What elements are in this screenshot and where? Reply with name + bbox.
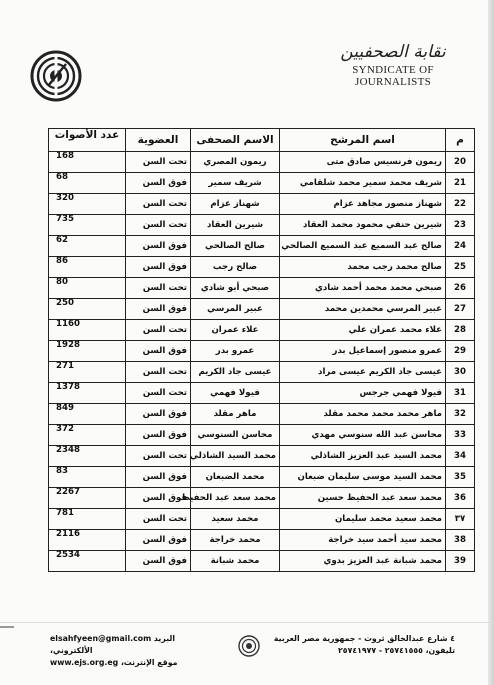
row-number: 23 bbox=[446, 215, 475, 236]
membership: فوق السن bbox=[126, 341, 191, 362]
table-row bbox=[49, 404, 475, 425]
row-number: 36 bbox=[446, 488, 475, 509]
candidate-name: ريمون فرنسيس صادق متى bbox=[280, 152, 446, 173]
row-number: 39 bbox=[446, 551, 475, 572]
membership: فوق السن bbox=[126, 299, 191, 320]
row-number: 33 bbox=[446, 425, 475, 446]
table-row bbox=[49, 320, 475, 341]
press-name: شريف سمير bbox=[191, 173, 280, 194]
row-number: 24 bbox=[446, 236, 475, 257]
candidates-table bbox=[48, 128, 475, 572]
page-edge bbox=[488, 0, 494, 685]
candidate-name: محمد سعيد محمد سليمان bbox=[280, 509, 446, 530]
press-name: محمد السيد الشاذلي bbox=[191, 446, 280, 467]
press-name: عمرو بدر bbox=[191, 341, 280, 362]
col-name-header: اسم المرشح bbox=[280, 129, 446, 152]
table-row bbox=[49, 530, 475, 551]
votes: 781 bbox=[56, 508, 74, 518]
membership: تحت السن bbox=[126, 152, 191, 173]
candidate-name: علاء محمد عمران علي bbox=[280, 320, 446, 341]
table-row bbox=[49, 152, 475, 173]
candidate-name: عمرو منصور إسماعيل بدر bbox=[280, 341, 446, 362]
votes: 849 bbox=[56, 403, 74, 413]
membership: فوق السن bbox=[126, 257, 191, 278]
footer-contacts bbox=[50, 633, 220, 669]
row-number: 38 bbox=[446, 530, 475, 551]
membership: فوق السن bbox=[126, 404, 191, 425]
footer-site-line bbox=[50, 657, 220, 669]
votes: 62 bbox=[56, 235, 68, 245]
table-row bbox=[49, 467, 475, 488]
table-row bbox=[49, 425, 475, 446]
membership: تحت السن bbox=[126, 362, 191, 383]
votes: 80 bbox=[56, 277, 68, 287]
votes: 2267 bbox=[56, 487, 80, 497]
row-number: 20 bbox=[446, 152, 475, 173]
table-row bbox=[49, 215, 475, 236]
membership: تحت السن bbox=[126, 278, 191, 299]
candidate-name: فيولا فهمي جرجس bbox=[280, 383, 446, 404]
brand-english: SYNDICATE OF JOURNALISTS bbox=[352, 64, 434, 88]
table-row bbox=[49, 383, 475, 404]
candidate-name: شهناز منصور مجاهد عزام bbox=[280, 194, 446, 215]
candidate-name: محاسن عبد الله سنوسي مهدي bbox=[280, 425, 446, 446]
table-row bbox=[49, 236, 475, 257]
membership: تحت السن bbox=[126, 446, 191, 467]
table-row bbox=[49, 509, 475, 530]
press-name: محمد خراجة bbox=[191, 530, 280, 551]
press-name: عبير المرسي bbox=[191, 299, 280, 320]
membership: فوق السن bbox=[126, 530, 191, 551]
candidate-name: عبير المرسي محمدين محمد bbox=[280, 299, 446, 320]
syndicate-brand bbox=[318, 42, 468, 88]
votes: 1928 bbox=[56, 340, 80, 350]
candidate-name: شريف محمد سمير محمد شلقامي bbox=[280, 173, 446, 194]
footer-logo-icon bbox=[238, 635, 260, 657]
candidate-name: صبحي محمد محمد أحمد شادي bbox=[280, 278, 446, 299]
press-name: صبحي أبو شادي bbox=[191, 278, 280, 299]
votes: 86 bbox=[56, 256, 68, 266]
footer-site-label: موقع الإنترنت، bbox=[120, 658, 178, 667]
table-row bbox=[49, 446, 475, 467]
membership: فوق السن bbox=[126, 425, 191, 446]
votes: 271 bbox=[56, 361, 74, 371]
row-number: 34 bbox=[446, 446, 475, 467]
press-name: شهناز عزام bbox=[191, 194, 280, 215]
press-name: شيرين العقاد bbox=[191, 215, 280, 236]
syndicate-logo-icon bbox=[30, 50, 82, 102]
table-body bbox=[49, 152, 475, 572]
candidate-name: صالح محمد رجب محمد bbox=[280, 257, 446, 278]
candidate-name: عيسى جاد الكريم عيسى مراد bbox=[280, 362, 446, 383]
votes: 1160 bbox=[56, 319, 80, 329]
membership: تحت السن bbox=[126, 215, 191, 236]
candidate-name: محمد سيد أحمد سيد خراجة bbox=[280, 530, 446, 551]
votes: 1378 bbox=[56, 382, 80, 392]
row-number: 31 bbox=[446, 383, 475, 404]
press-name: عيسى جاد الكريم bbox=[191, 362, 280, 383]
row-number: 22 bbox=[446, 194, 475, 215]
table-row bbox=[49, 488, 475, 509]
col-votes-header: عدد الأصوات bbox=[49, 129, 126, 152]
press-name: صالح رجب bbox=[191, 257, 280, 278]
brand-arabic: نقابة الصحفيين bbox=[340, 42, 446, 62]
votes: 168 bbox=[56, 151, 74, 161]
press-name: صالح الصالحي bbox=[191, 236, 280, 257]
footer-address: ٤ شارع عبدالخالق ثروت - جمهورية مصر العربية bbox=[273, 634, 455, 643]
membership: تحت السن bbox=[126, 383, 191, 404]
table-header-row bbox=[49, 129, 475, 152]
footer-email: elsahfyeen@gmail.com bbox=[50, 634, 152, 643]
votes: 83 bbox=[56, 466, 68, 476]
row-number: 30 bbox=[446, 362, 475, 383]
votes: 2116 bbox=[56, 529, 80, 539]
votes: 320 bbox=[56, 193, 74, 203]
membership: تحت السن bbox=[126, 320, 191, 341]
candidate-name: محمد شبانة عبد العزيز بدوي bbox=[280, 551, 446, 572]
row-number: 25 bbox=[446, 257, 475, 278]
membership: فوق السن bbox=[126, 467, 191, 488]
footer-divider bbox=[0, 622, 494, 623]
row-number: 35 bbox=[446, 467, 475, 488]
candidate-name: ماهر محمد محمد محمد مقلد bbox=[280, 404, 446, 425]
footer-phones: تليفون، ٢٥٧٤١٥٥٥ - ٢٥٧٤١٩٧٧ bbox=[338, 646, 455, 655]
table-row bbox=[49, 362, 475, 383]
votes: 2534 bbox=[56, 550, 80, 560]
row-number: ٣٧ bbox=[446, 509, 475, 530]
press-name: ماهر مقلد bbox=[191, 404, 280, 425]
membership: فوق السن bbox=[126, 173, 191, 194]
membership: تحت السن bbox=[126, 509, 191, 530]
press-name: محاسن السنوسي bbox=[191, 425, 280, 446]
press-name: محمد شبانة bbox=[191, 551, 280, 572]
candidate-name: شيرين حنفي محمود محمد العقاد bbox=[280, 215, 446, 236]
votes: 2348 bbox=[56, 445, 80, 455]
candidate-name: محمد السيد موسى سليمان ضبعان bbox=[280, 467, 446, 488]
votes: 372 bbox=[56, 424, 74, 434]
row-number: 26 bbox=[446, 278, 475, 299]
footer-address-block bbox=[270, 633, 455, 657]
table-row bbox=[49, 194, 475, 215]
press-name: محمد سعد عبد الحفيظ bbox=[191, 488, 280, 509]
col-membership-header: العضوية bbox=[126, 129, 191, 152]
row-number: 29 bbox=[446, 341, 475, 362]
row-number: 21 bbox=[446, 173, 475, 194]
table-row bbox=[49, 551, 475, 572]
row-number: 32 bbox=[446, 404, 475, 425]
votes: 68 bbox=[56, 172, 68, 182]
scan-mark bbox=[0, 626, 14, 628]
press-name: ريمون المصري bbox=[191, 152, 280, 173]
table-row bbox=[49, 341, 475, 362]
row-number: 28 bbox=[446, 320, 475, 341]
candidate-name: صالح عبد السميع عبد السميع الصالحي bbox=[280, 236, 446, 257]
candidate-name: محمد السيد عبد العزيز الشاذلي bbox=[280, 446, 446, 467]
table-row bbox=[49, 278, 475, 299]
col-number-header: م bbox=[446, 129, 475, 152]
press-name: محمد سعيد bbox=[191, 509, 280, 530]
press-name: محمد الضبعان bbox=[191, 467, 280, 488]
footer-email-line bbox=[50, 633, 220, 657]
table-row bbox=[49, 299, 475, 320]
membership: فوق السن bbox=[126, 551, 191, 572]
votes: 250 bbox=[56, 298, 74, 308]
candidate-name: محمد سعد عبد الحفيظ حسين bbox=[280, 488, 446, 509]
footer-email-label: البريد الألكتروني، bbox=[50, 634, 175, 655]
table-row bbox=[49, 173, 475, 194]
table-row bbox=[49, 257, 475, 278]
row-number: 27 bbox=[446, 299, 475, 320]
col-press-name-header: الاسم الصحفى bbox=[191, 129, 280, 152]
membership: تحت السن bbox=[126, 194, 191, 215]
press-name: علاء عمران bbox=[191, 320, 280, 341]
press-name: فيولا فهمي bbox=[191, 383, 280, 404]
membership: فوق السن bbox=[126, 236, 191, 257]
footer-site: www.ejs.org.eg bbox=[50, 658, 119, 667]
membership: فوق السن bbox=[126, 488, 191, 509]
votes: 735 bbox=[56, 214, 74, 224]
